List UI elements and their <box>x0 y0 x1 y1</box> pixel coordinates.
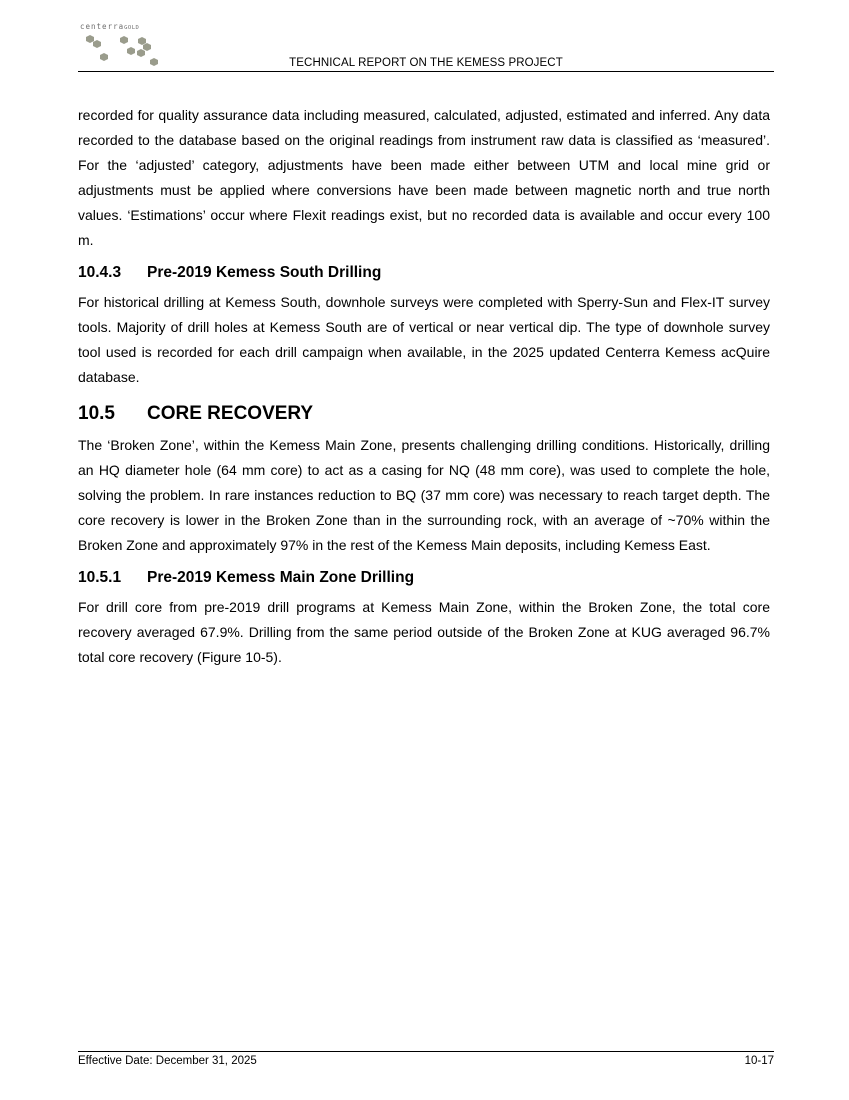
intro-paragraph: recorded for quality assurance data including measured, calculated, adjusted, estimated and inferred. Any data recorded to the database based on the original readings from instrument raw data is classified as ‘measured’. For the ‘adjusted’ category, adjustments have been made either between UTM and local mine grid or adjustments must be applied where conversions have been made between magnetic north and true north values. ‘Estimations’ occur where Flexit readings exist, but no recorded data is available and occur every 100 m. <box>78 107 770 248</box>
section-heading-10-4-3 <box>78 263 770 283</box>
report-title: TECHNICAL REPORT ON THE KEMESS PROJECT <box>289 57 563 69</box>
section-title: Pre-2019 Kemess South Drilling <box>147 264 382 281</box>
page-number: 10-17 <box>744 1055 774 1067</box>
section-number: 10.5 <box>78 403 115 424</box>
section-paragraph: For drill core from pre-2019 drill programs at Kemess Main Zone, within the Broken Zone, the total core recovery averaged 67.9%. Drilling from the same period outside of the Broken Zone at KUG averaged 96.7% total core recovery (Figure 10-5). <box>78 599 770 665</box>
section-paragraph: The ‘Broken Zone’, within the Kemess Main Zone, presents challenging drilling conditions. Historically, drilling an HQ diameter hole (64 mm core) to act as a casing for NQ (48 mm core), was used to complete the hole, solving the problem. In rare instances reduction to BQ (37 mm core) was necessary to reach target depth. The core recovery is lower in the Broken Zone than in the surrounding rock, with an average of ~70% within the Broken Zone and approximately 97% in the rest of the Kemess Main deposits, including Kemess East. <box>78 437 770 553</box>
section-title: Pre-2019 Kemess Main Zone Drilling <box>147 569 415 586</box>
page-content <box>78 103 770 680</box>
section-heading-10-5-1 <box>78 568 770 588</box>
page-header <box>78 20 774 72</box>
section-paragraph: For historical drilling at Kemess South, downhole surveys were completed with Sperry-Sun and Flex-IT survey tools. Majority of drill holes at Kemess South are of vertical or near vertical dip. The type of downhole survey tool used is recorded for each drill campaign when available, in the 2025 updated Centerra Kemess acQuire database. <box>78 294 770 385</box>
page-footer <box>78 1051 774 1067</box>
section-title: CORE RECOVERY <box>147 403 314 424</box>
section-heading-10-5 <box>78 402 770 426</box>
section-number: 10.4.3 <box>78 264 122 281</box>
logo-wordmark: centerraGOLD <box>80 22 140 31</box>
effective-date: Effective Date: December 31, 2025 <box>78 1055 257 1067</box>
section-number: 10.5.1 <box>78 569 122 586</box>
